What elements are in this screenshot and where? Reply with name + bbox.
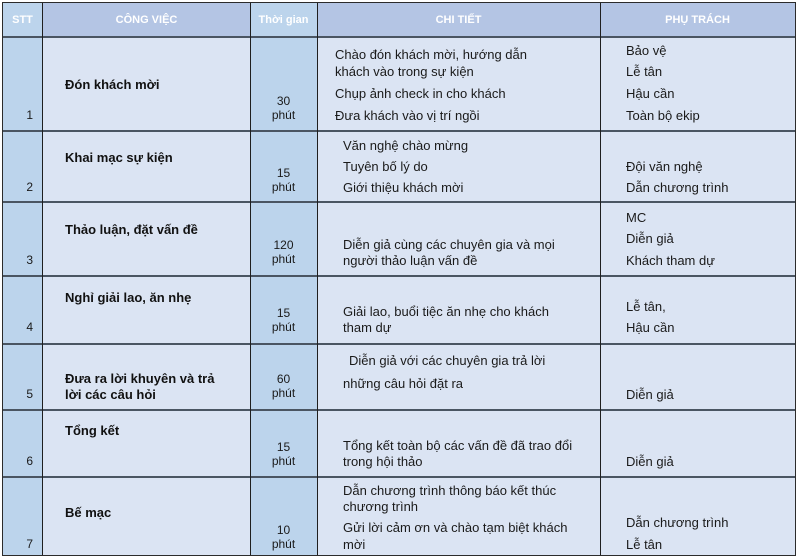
time-value: 60 xyxy=(276,372,291,386)
task-name: Nghỉ giải lao, ăn nhẹ xyxy=(65,290,192,305)
column-divider xyxy=(317,3,318,555)
detail-line: mời xyxy=(343,537,366,552)
header-task: CÔNG VIỆC xyxy=(115,14,178,26)
owner: Dẫn chương trình xyxy=(626,180,729,195)
header-divider xyxy=(3,36,795,38)
detail-line: Đưa khách vào vị trí ngồi xyxy=(335,108,480,123)
time-unit: phút xyxy=(271,252,296,266)
owner: Dẫn chương trình xyxy=(626,515,729,530)
detail-line: Giải lao, buổi tiệc ăn nhẹ cho khách xyxy=(343,304,549,319)
owner: Diễn giả xyxy=(626,387,674,402)
row-number: 2 xyxy=(26,180,33,194)
column-divider xyxy=(250,3,251,555)
time-value: 15 xyxy=(276,166,291,180)
detail-line: khách vào trong sự kiện xyxy=(335,64,474,79)
detail-line: những câu hỏi đặt ra xyxy=(343,376,464,391)
time-unit: phút xyxy=(271,320,296,334)
header-owner: PHỤ TRÁCH xyxy=(665,14,730,26)
time-unit: phút xyxy=(271,180,296,194)
detail-line: Tổng kết toàn bộ các vấn đề đã trao đổi xyxy=(343,438,573,453)
detail-line: Chào đón khách mời, hướng dẫn xyxy=(335,47,527,62)
header-time: Thời gian xyxy=(258,14,309,26)
owner: Lễ tân xyxy=(626,537,663,552)
detail-line: Gửi lời cảm ơn và chào tạm biệt khách xyxy=(343,520,568,535)
time-value: 15 xyxy=(276,440,291,454)
detail-line: tham dự xyxy=(343,320,392,335)
event-schedule-table xyxy=(2,2,796,556)
task-name: Khai mạc sự kiện xyxy=(65,150,173,165)
row-divider xyxy=(3,130,795,132)
detail-line: trong hội thảo xyxy=(343,454,423,469)
time-unit: phút xyxy=(271,386,296,400)
row-divider xyxy=(3,409,795,411)
time-value: 30 xyxy=(276,94,291,108)
owner: Diễn giả xyxy=(626,231,674,246)
column-divider xyxy=(42,3,43,555)
detail-line: Văn nghệ chào mừng xyxy=(343,138,469,153)
task-name: Tổng kết xyxy=(65,423,120,438)
row-number: 4 xyxy=(26,320,33,334)
detail-line: Diễn giả cùng các chuyên gia và mọi xyxy=(343,237,555,252)
stt-column-background xyxy=(3,3,42,555)
task-name: Bế mạc xyxy=(65,505,112,520)
owner: Hậu cần xyxy=(626,320,675,335)
time-unit: phút xyxy=(271,537,296,551)
detail-line: Dẫn chương trình thông báo kết thúc xyxy=(343,483,557,498)
owner: Bảo vệ xyxy=(626,43,667,58)
time-value: 15 xyxy=(276,306,291,320)
detail-line: Chụp ảnh check in cho khách xyxy=(335,86,506,101)
task-name: Đón khách mời xyxy=(65,77,160,92)
row-number: 3 xyxy=(26,253,33,267)
detail-line: Tuyên bố lý do xyxy=(343,159,428,174)
header-details: CHI TIẾT xyxy=(435,14,482,26)
detail-line: người thảo luận vấn đề xyxy=(343,253,478,268)
row-number: 1 xyxy=(26,108,33,122)
time-value: 120 xyxy=(273,238,294,252)
task-name: lời các câu hỏi xyxy=(65,387,156,402)
row-divider xyxy=(3,476,795,478)
owner: Lễ tân, xyxy=(626,299,666,314)
detail-line: chương trình xyxy=(343,499,419,514)
row-divider xyxy=(3,275,795,277)
row-number: 7 xyxy=(26,537,33,551)
detail-line: Giới thiệu khách mời xyxy=(343,180,464,195)
time-value: 10 xyxy=(276,523,291,537)
owner: Đội văn nghệ xyxy=(626,159,703,174)
column-divider xyxy=(600,3,601,555)
owner: Khách tham dự xyxy=(626,253,715,268)
time-unit: phút xyxy=(271,454,296,468)
detail-line: Diễn giả với các chuyên gia trả lời xyxy=(349,353,546,368)
row-divider xyxy=(3,343,795,345)
time-unit: phút xyxy=(271,108,296,122)
owner: Diễn giả xyxy=(626,454,674,469)
row-number: 6 xyxy=(26,454,33,468)
header-stt: STT xyxy=(12,14,33,26)
row-divider xyxy=(3,201,795,203)
task-name: Đưa ra lời khuyên và trả xyxy=(65,371,215,386)
owner: Lễ tân xyxy=(626,64,663,79)
row-number: 5 xyxy=(26,387,33,401)
owner: Hậu cần xyxy=(626,86,675,101)
owner: MC xyxy=(626,210,647,225)
owner: Toàn bộ ekip xyxy=(626,108,700,123)
time-column-background xyxy=(250,3,317,555)
table-header xyxy=(3,3,795,37)
task-name: Thảo luận, đặt vấn đề xyxy=(65,222,198,237)
